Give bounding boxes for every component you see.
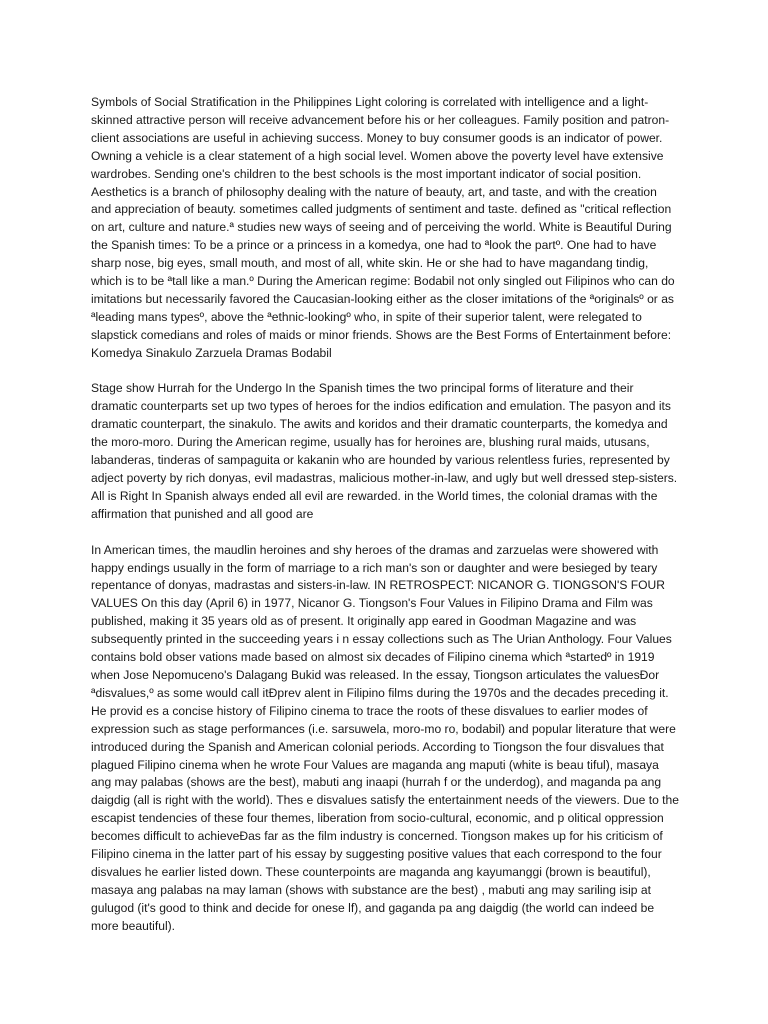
paragraph-american-times: In American times, the maudlin heroines and shy heroes of the dramas and zarzuelas were showered with happy endings usually in the form of marriage to a rich man's son or daughter and were besieged by teary repentance of donyas, madrastas and sisters-in-law. IN RETROSPECT: NICANOR G. TIONGSON'S FOUR VALUES On this day (April 6) in 1977, Nicanor G. Tiongson's Four Values in Filipino Drama and Film was published, making it 35 years old as of present. It originally app eared in Goodman Magazine and was subsequently printed in the succeeding years i n essay collections such as The Urian Anthology. Four Values contains bold obser vations made based on almost six decades of Filipino cinema which ªstartedº in 1919 when Jose Nepomuceno's Dalagang Bukid was released. In the essay, Tiongson articulates the valuesÐor ªdisvalues,º as some would call itÐprev alent in Filipino films during the 1970s and the decades preceding it. He provid es a concise history of Filipino cinema to trace the roots of these disvalues to earlier modes of expression such as stage performances (i.e. sarsuwela, moro-mo ro, bodabil) and popular literature that were introduced during the Spanish and American colonial periods. According to Tiongson the four disvalues that plagued Filipino cinema when he wrote Four Values are maganda ang maputi (white is beau tiful), masaya ang may palabas (shows are the best), mabuti ang inaapi (hurrah f or the underdog), and maganda pa ang daigdig (all is right with the world). Thes e disvalues satisfy the entertainment needs of the viewers. Due to the escapist tendencies of these four themes, liberation from socio-cultural, economic, and p olitical oppression becomes difficult to achieveÐas far as the film industry is concerned. Tiongson makes up for his criticism of Filipino cinema in the latter part of his essay by suggesting positive values that each correspond to the four disvalues he earlier listed down. These counterpoints are maganda ang kayumanggi (brown is beautiful), masaya ang palabas na may laman (shows with substance are the best) , mabuti ang may sariling isip at gulugod (it's good to think and decide for onese lf), and gaganda pa ang daigdig (the world can indeed be more beautiful). — [91, 542, 679, 933]
document-body — [91, 94, 680, 953]
paragraph-social-stratification: Symbols of Social Stratification in the Philippines Light coloring is correlated with intelligence and a light-skinned attractive person will receive advancement before his or her colleagues. Family position and patron-client associations are useful in achieving success. Money to buy consumer goods is an indicator of power. Owning a vehicle is a clear statement of a high social level. Women above the poverty level have extensive wardrobes. Sending one's children to the best schools is the most important indicator of social position. Aesthetics is a branch of philosophy dealing with the nature of beauty, art, and taste, and with the creation and appreciation of beauty. sometimes called judgments of sentiment and taste. defined as "critical reflection on art, culture and nature.ª studies new ways of seeing and of perceiving the world. White is Beautiful During the Spanish times: To be a prince or a princess in a komedya, one had to ªlook the partº. One had to have sharp nose, big eyes, small mouth, and most of all, white skin. He or she had to have magandang tindig, which is to be ªtall like a man.º During the American regime: Bodabil not only singled out Filipinos who can do imitations but necessarily favored the Caucasian-looking either as the closer imitations of the ªoriginalsº or as ªleading mans typesº, above the ªethnic-lookingº who, in spite of their superior talent, were relegated to slapstick comedians and roles of maids or minor friends. Shows are the Best Forms of Entertainment before: Komedya Sinakulo Zarzuela Dramas Bodabil — [91, 95, 675, 360]
paragraph-stage-show: Stage show Hurrah for the Undergo In the Spanish times the two principal forms of literature and their dramatic counterparts set up two types of heroes for the indios edification and emulation. The pasyon and its dramatic counterpart, the sinakulo. The awits and koridos and their dramatic counterparts, the komedya and the moro-moro. During the American regime, usually has for heroines are, blushing rural maids, utusans, labanderas, tinderas of sampaguita or kakanin who are hounded by various relentless furies, represented by adject poverty by rich donyas, evil madastras, malicious mother-in-law, and ugly but well dressed step-sisters. All is Right In Spanish always ended all evil are rewarded. in the World times, the colonial dramas with the affirmation that punished and all good are — [91, 381, 678, 521]
